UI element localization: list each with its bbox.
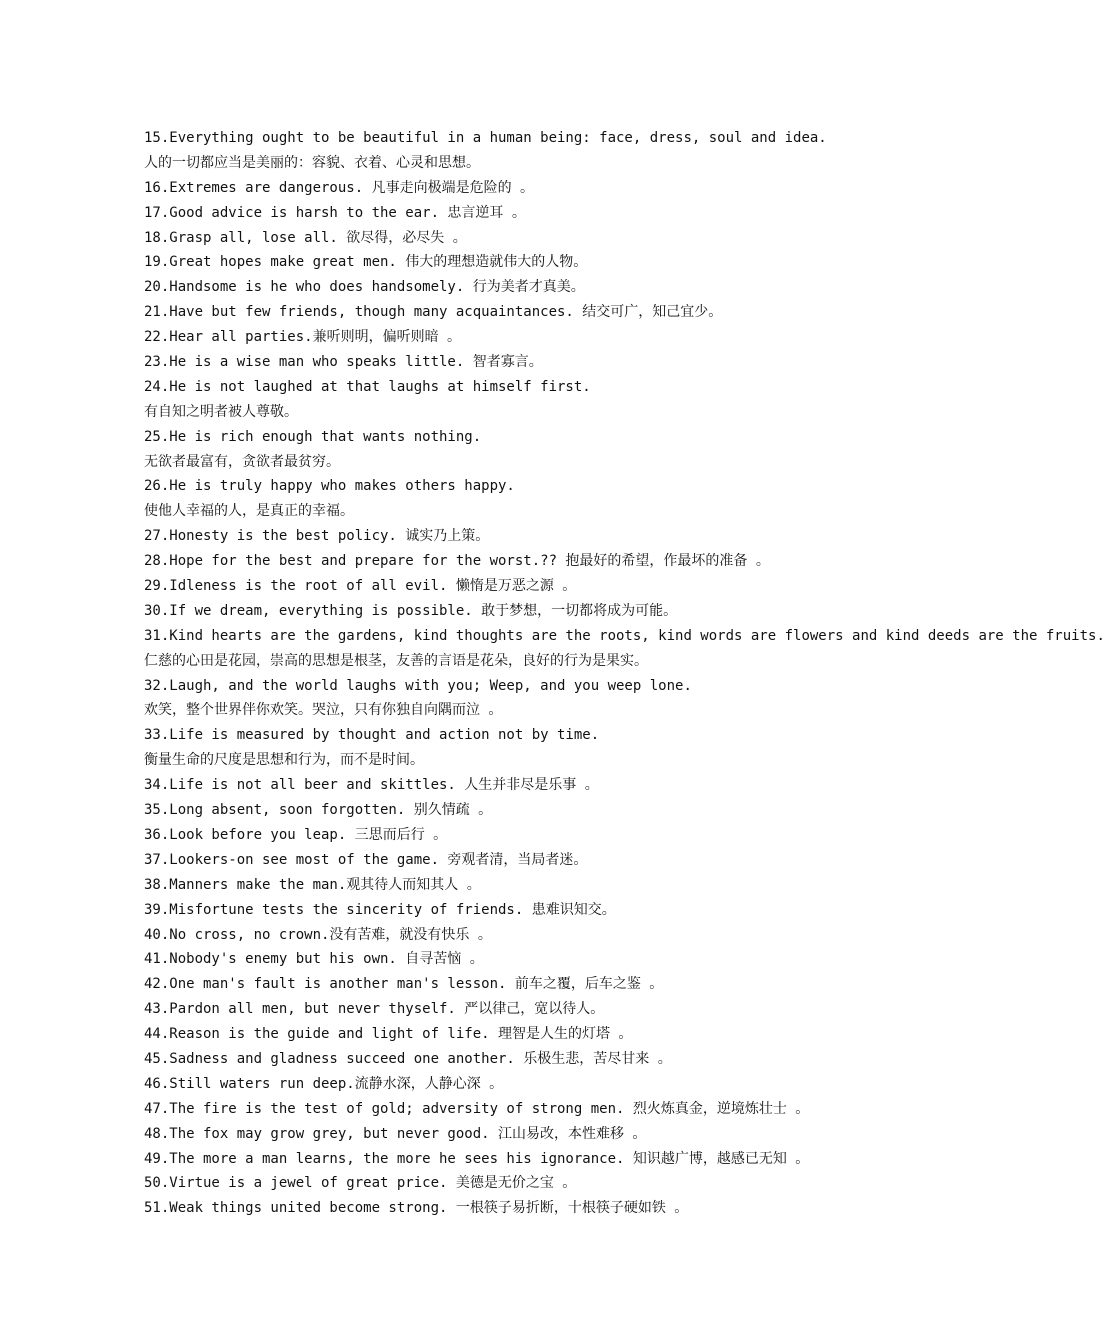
text-line: 16.Extremes are dangerous. 凡事走向极端是危险的 。 bbox=[144, 179, 535, 196]
text-line: 42.One man's fault is another man's lesson. 前车之覆，后车之鉴 。 bbox=[144, 976, 664, 993]
text-line: 23.He is a wise man who speaks little. 智者寡言。 bbox=[144, 354, 543, 371]
text-line: 17.Good advice is harsh to the ear. 忠言逆耳 。 bbox=[144, 204, 526, 221]
text-line: 仁慈的心田是花园，崇高的思想是根茎，友善的言语是花朵，良好的行为是果实。 bbox=[144, 652, 648, 669]
text-line: 30.If we dream, everything is possible. 敢于梦想，一切都将成为可能。 bbox=[144, 602, 678, 619]
text-line: 28.Hope for the best and prepare for the worst.?? 抱最好的希望，作最坏的准备 。 bbox=[144, 553, 770, 570]
text-line: 31.Kind hearts are the gardens, kind thoughts are the roots, kind words are flowers and kind deeds are the fruits. bbox=[144, 627, 1105, 644]
text-line: 36.Look before you leap. 三思而后行 。 bbox=[144, 826, 448, 843]
text-line: 22.Hear all parties.兼听则明，偏听则暗 。 bbox=[144, 329, 462, 346]
text-line: 有自知之明者被人尊敬。 bbox=[144, 403, 298, 420]
text-line: 15.Everything ought to be beautiful in a human being: face, dress, soul and idea. bbox=[144, 130, 827, 146]
text-line: 45.Sadness and gladness succeed one another. 乐极生悲，苦尽甘来 。 bbox=[144, 1050, 672, 1067]
text-line: 39.Misfortune tests the sincerity of friends. 患难识知交。 bbox=[144, 901, 616, 918]
text-line: 44.Reason is the guide and light of life. 理智是人生的灯塔 。 bbox=[144, 1026, 633, 1043]
text-line: 欢笑，整个世界伴你欢笑。哭泣，只有你独自向隅而泣 。 bbox=[144, 702, 503, 719]
text-line: 40.No cross, no crown.没有苦难，就没有快乐 。 bbox=[144, 926, 492, 943]
text-line: 37.Lookers-on see most of the game. 旁观者清，当局者迷。 bbox=[144, 851, 588, 868]
text-line: 33.Life is measured by thought and action not by time. bbox=[144, 727, 600, 744]
text-line: 无欲者最富有，贪欲者最贫穷。 bbox=[144, 453, 340, 470]
text-line: 35.Long absent, soon forgotten. 别久情疏 。 bbox=[144, 802, 493, 819]
text-line: 34.Life is not all beer and skittles. 人生并非尽是乐事 。 bbox=[144, 777, 599, 794]
text-line: 19.Great hopes make great men. 伟大的理想造就伟大的人物。 bbox=[144, 254, 588, 271]
text-line: 21.Have but few friends, though many acquaintances. 结交可广，知己宜少。 bbox=[144, 304, 723, 321]
text-line: 20.Handsome is he who does handsomely. 行为美者才真美。 bbox=[144, 279, 585, 296]
text-line: 25.He is rich enough that wants nothing. bbox=[144, 428, 482, 445]
text-line: 18.Grasp all, lose all. 欲尽得，必尽失 。 bbox=[144, 229, 467, 246]
text-line: 50.Virtue is a jewel of great price. 美德是无价之宝 。 bbox=[144, 1175, 577, 1192]
text-line: 32.Laugh, and the world laughs with you; Weep, and you weep lone. bbox=[144, 677, 692, 694]
text-line: 24.He is not laughed at that laughs at himself first. bbox=[144, 378, 591, 395]
text-line: 48.The fox may grow grey, but never good. 江山易改，本性难移 。 bbox=[144, 1125, 647, 1142]
text-line: 43.Pardon all men, but never thyself. 严以律己，宽以待人。 bbox=[144, 1001, 605, 1018]
text-line: 29.Idleness is the root of all evil. 懒惰是万恶之源 。 bbox=[144, 578, 577, 595]
document-page bbox=[144, 126, 1105, 1221]
text-line: 38.Manners make the man.观其待人而知其人 。 bbox=[144, 876, 481, 893]
text-line: 衡量生命的尺度是思想和行为，而不是时间。 bbox=[144, 752, 424, 769]
text-line: 41.Nobody's enemy but his own. 自寻苦恼 。 bbox=[144, 951, 484, 968]
text-line: 51.Weak things united become strong. 一根筷子易折断，十根筷子硬如铁 。 bbox=[144, 1200, 689, 1217]
text-line: 47.The fire is the test of gold; adversity of strong men. 烈火炼真金，逆境炼壮士 。 bbox=[144, 1100, 810, 1117]
text-line: 27.Honesty is the best policy. 诚实乃上策。 bbox=[144, 528, 490, 545]
text-line: 人的一切都应当是美丽的：容貌、衣着、心灵和思想。 bbox=[144, 154, 480, 171]
text-line: 使他人幸福的人，是真正的幸福。 bbox=[144, 503, 354, 520]
text-line: 46.Still waters run deep.流静水深，人静心深 。 bbox=[144, 1075, 504, 1092]
text-line: 26.He is truly happy who makes others happy. bbox=[144, 478, 515, 495]
text-line: 49.The more a man learns, the more he sees his ignorance. 知识越广博，越感已无知 。 bbox=[144, 1150, 810, 1167]
